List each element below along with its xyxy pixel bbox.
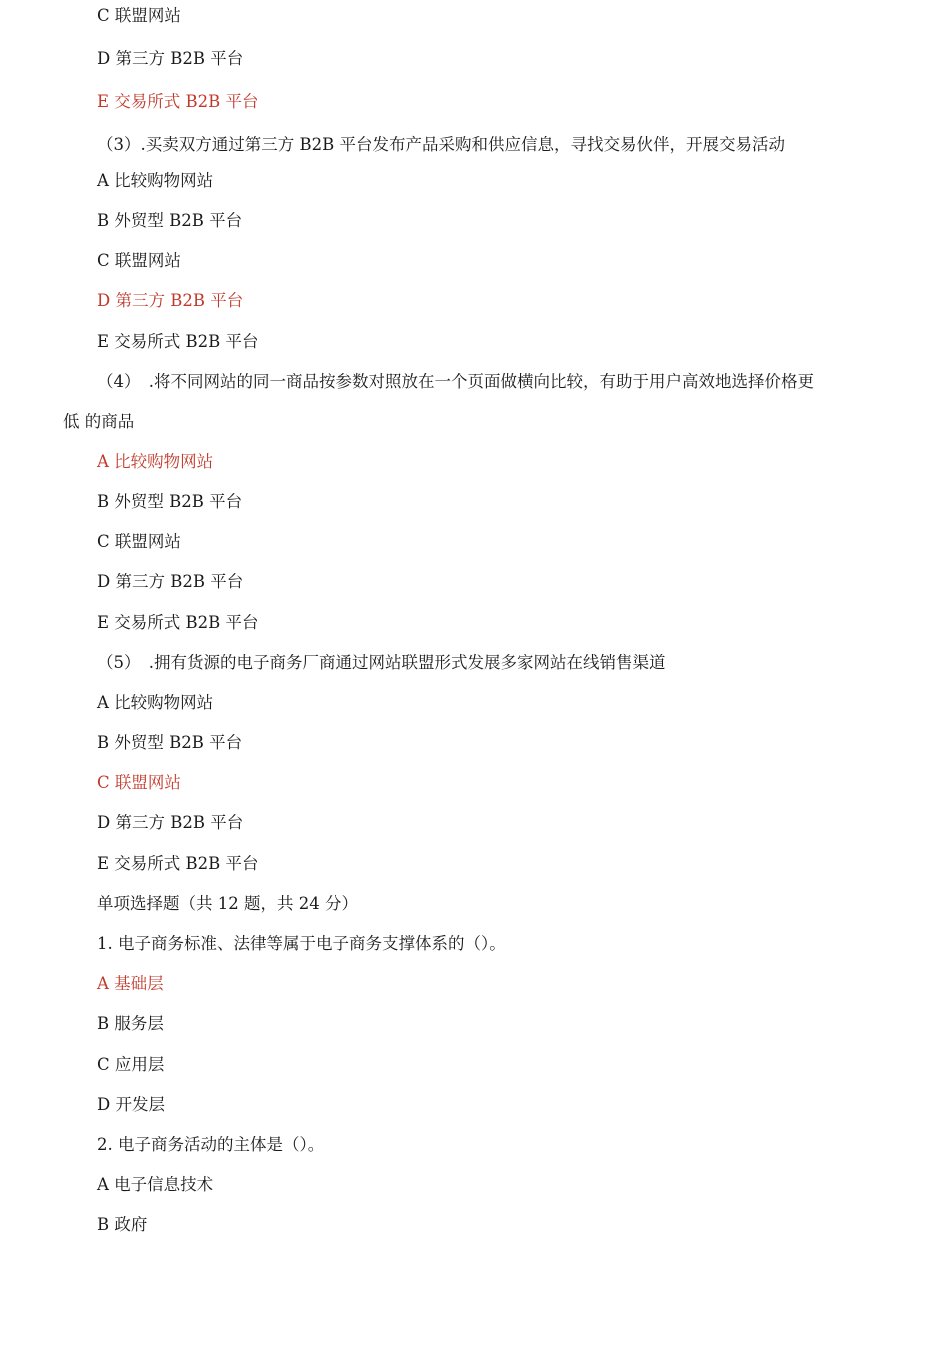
question-3-option-d-answer: D 第三方 B2B 平台 [97,291,244,310]
question-4-stem: （4） .将不同网站的同一商品按参数对照放在一个页面做横向比较，有助于用户高效地选择价格更 [97,372,814,391]
option-e-answer: E 交易所式 B2B 平台 [97,92,259,111]
question-5-option-d: D 第三方 B2B 平台 [97,813,244,832]
single-question-2-option-b: B 政府 [97,1215,148,1234]
option-d: D 第三方 B2B 平台 [97,49,244,68]
question-3-stem: （3）.买卖双方通过第三方 B2B 平台发布产品采购和供应信息，寻找交易伙伴，开展交易活动 [97,135,785,154]
single-question-1-option-b: B 服务层 [97,1014,164,1033]
single-question-2-option-a: A 电子信息技术 [97,1175,214,1194]
question-5-option-a: A 比较购物网站 [97,693,214,712]
question-3-option-a: A 比较购物网站 [97,171,214,190]
question-4-option-c: C 联盟网站 [97,532,181,551]
single-question-1-option-d: D 开发层 [97,1095,165,1114]
option-c: C 联盟网站 [97,6,181,25]
question-3-option-b: B 外贸型 B2B 平台 [97,211,243,230]
question-4-option-d: D 第三方 B2B 平台 [97,572,244,591]
question-3-option-e: E 交易所式 B2B 平台 [97,332,259,351]
question-5-option-e: E 交易所式 B2B 平台 [97,854,259,873]
question-5-option-b: B 外贸型 B2B 平台 [97,733,243,752]
question-5-stem: （5） .拥有货源的电子商务厂商通过网站联盟形式发展多家网站在线销售渠道 [97,653,666,672]
question-4-stem-continued: 低 的商品 [63,412,135,431]
single-question-2-stem: 2. 电子商务活动的主体是（）。 [97,1135,325,1154]
single-question-1-option-a-answer: A 基础层 [97,974,164,993]
single-question-1-stem: 1. 电子商务标准、法律等属于电子商务支撑体系的（）。 [97,934,506,953]
question-4-option-e: E 交易所式 B2B 平台 [97,613,259,632]
question-3-option-c: C 联盟网站 [97,251,181,270]
question-5-option-c-answer: C 联盟网站 [97,773,181,792]
question-4-option-a-answer: A 比较购物网站 [97,452,214,471]
section-heading: 单项选择题（共 12 题，共 24 分） [97,894,358,913]
question-4-option-b: B 外贸型 B2B 平台 [97,492,243,511]
single-question-1-option-c: C 应用层 [97,1055,165,1074]
